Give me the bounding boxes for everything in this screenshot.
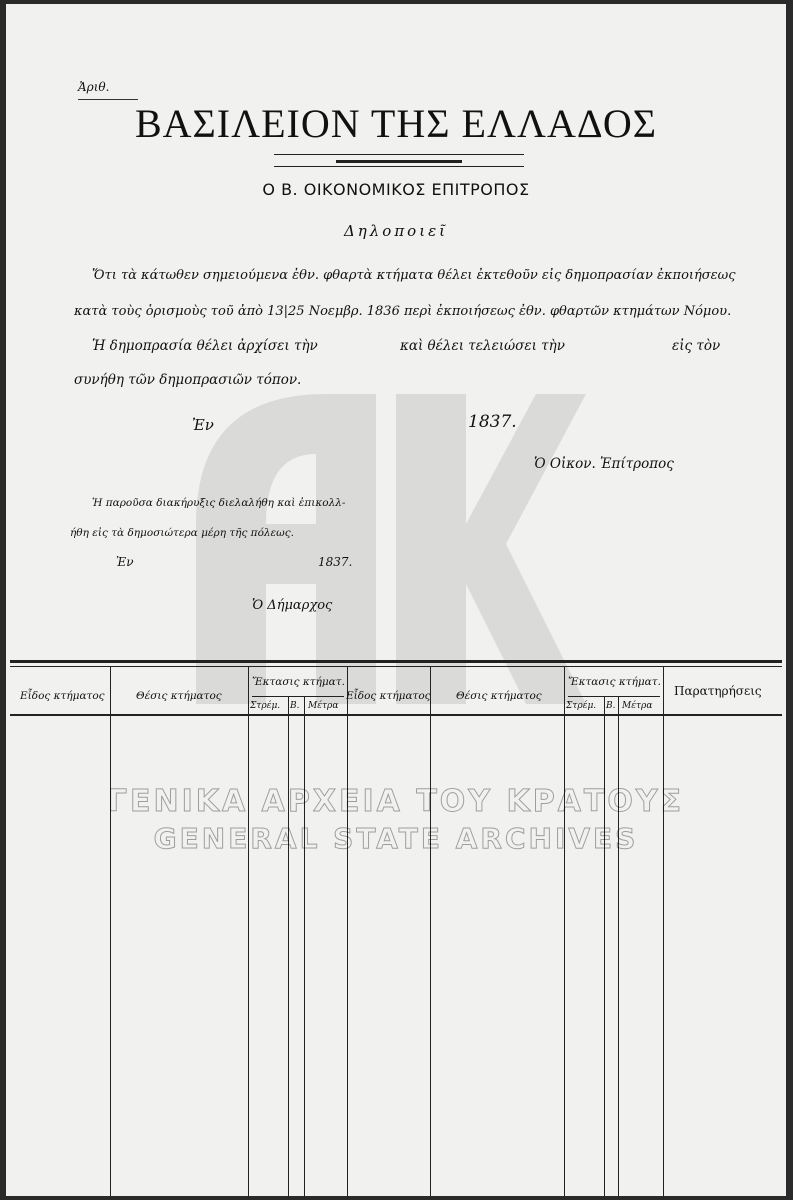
header-kind-2: Εἶδος κτήματος <box>346 690 431 702</box>
declares-heading: Δηλοποιεῖ <box>343 222 449 240</box>
column-divider <box>110 667 111 1197</box>
date-year: 1837. <box>468 412 517 432</box>
document-title: ΒΑΣΙΛΕΙΟΝ ΤΗΣ ΕΛΛΑΔΟΣ <box>134 101 658 146</box>
archive-logo-watermark <box>176 374 586 714</box>
column-divider <box>430 667 431 1197</box>
notice-line-2: ήθη εἰς τὰ δημοσιώτερα μέρη τῆς πόλεως. <box>70 527 294 539</box>
subheader-divider <box>288 697 289 714</box>
header-remarks: Παρατηρήσεις <box>674 684 762 698</box>
header-area-stremmata: Στρέμ. <box>250 701 281 711</box>
watermark-text-greek: ΓΕΝΙΚΑ ΑΡΧΕΙΑ ΤΟΥ ΚΡΑΤΟΥΣ <box>107 784 685 819</box>
official-signature: Ὁ Οἰκον. Ἐπίτροπος <box>534 456 674 472</box>
body-line-3b: καὶ θέλει τελειώσει τὴν <box>400 338 565 354</box>
table-header-rule <box>10 714 782 716</box>
watermark-text-english: GENERAL STATE ARCHIVES <box>153 822 639 855</box>
header-area-2: Ἔκτασις κτήματ. <box>568 676 661 688</box>
header-area: Ἔκτασις κτήματ. <box>252 676 345 688</box>
body-line-4: συνήθη τῶν δημοπρασιῶν τόπον. <box>74 372 302 388</box>
body-line-2: κατὰ τοὺς ὁρισμοὺς τοῦ ἀπὸ 13|25 Νοεμβρ. 1836 περὶ ἐκποιήσεως ἐθν. φθαρτῶν κτημάτων Νόμου. <box>74 304 732 319</box>
column-divider <box>248 667 249 1197</box>
subheader-divider <box>604 697 605 714</box>
notice-year: 1837. <box>318 555 353 569</box>
table-top-rule-thick <box>10 660 782 663</box>
table-top-rule <box>10 666 782 667</box>
area-subheader-rule <box>252 696 344 697</box>
header-area-metra: Μέτρα <box>308 701 339 711</box>
subheader-divider <box>304 697 305 714</box>
header-area-b-2: Β. <box>606 701 616 711</box>
document-subtitle: Ο Β. ΟΙΚΟΝΟΜΙΚΟΣ ΕΠΙΤΡΟΠΟΣ <box>262 180 530 199</box>
notice-line-1: Ἡ παροῦσα διακήρυξις διελαλήθη καὶ ἐπικολλ- <box>92 497 346 509</box>
body-line-3a: Ἡ δημοπρασία θέλει ἀρχίσει τὴν <box>92 338 318 354</box>
header-area-stremmata-2: Στρέμ. <box>566 701 597 711</box>
title-rule-thick <box>336 160 462 163</box>
notice-place-label: Ἐν <box>116 555 134 569</box>
header-area-b: Β. <box>290 701 300 711</box>
mayor-signature: Ὁ Δήμαρχος <box>252 598 333 613</box>
column-divider <box>663 667 664 1197</box>
header-location-2: Θέσις κτήματος <box>456 690 542 702</box>
body-line-1: Ὅτι τὰ κάτωθεν σημειούμενα ἐθν. φθαρτὰ κτήματα θέλει ἐκτεθοῦν εἰς δημοπρασίαν ἐκποιήσεως <box>92 268 736 283</box>
title-rule-bottom <box>274 166 524 167</box>
place-label: Ἐν <box>192 416 214 434</box>
document-page <box>6 4 786 1196</box>
body-line-3c: εἰς τὸν <box>672 338 721 354</box>
column-divider <box>347 667 348 1197</box>
title-rule-top <box>274 154 524 155</box>
area-subheader-rule <box>568 696 660 697</box>
subheader-divider <box>618 697 619 714</box>
header-area-metra-2: Μέτρα <box>622 701 653 711</box>
header-kind: Εἶδος κτήματος <box>20 690 105 702</box>
header-location: Θέσις κτήματος <box>136 690 222 702</box>
column-divider <box>564 667 565 1197</box>
number-label: Ἀριθ. <box>78 80 110 94</box>
